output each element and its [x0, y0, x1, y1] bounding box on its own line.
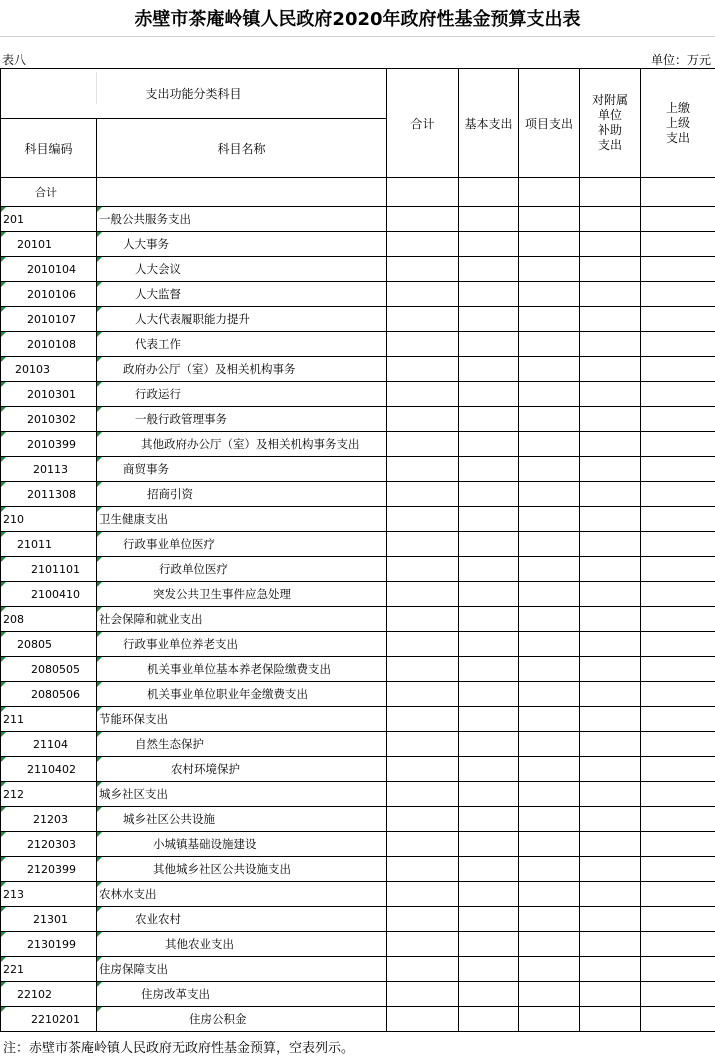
table-row [1, 357, 715, 382]
subject-name-cell: 社会保障和就业支出 [97, 607, 387, 632]
amount-cell [387, 582, 459, 607]
total-row [1, 178, 715, 207]
amount-cell [387, 782, 459, 807]
subject-name-cell: 代表工作 [97, 332, 387, 357]
amount-cell [580, 407, 641, 432]
amount-cell [519, 907, 580, 932]
subject-code-cell: 2120399 [1, 857, 97, 882]
table-cell [387, 178, 459, 207]
amount-cell [519, 207, 580, 232]
subject-code-cell: 201 [1, 207, 97, 232]
amount-cell [641, 832, 715, 857]
subject-code-cell: 2010106 [1, 282, 97, 307]
amount-cell [387, 682, 459, 707]
amount-cell [459, 1007, 519, 1032]
subject-code-cell: 210 [1, 507, 97, 532]
amount-cell [519, 582, 580, 607]
amount-cell [387, 257, 459, 282]
amount-cell [459, 607, 519, 632]
amount-cell [387, 757, 459, 782]
amount-cell [519, 432, 580, 457]
subject-name-cell: 小城镇基础设施建设 [97, 832, 387, 857]
subject-name-cell: 一般行政管理事务 [97, 407, 387, 432]
amount-cell [519, 357, 580, 382]
subject-name-cell: 农林水支出 [97, 882, 387, 907]
subject-name-cell: 其他政府办公厅（室）及相关机构事务支出 [97, 432, 387, 457]
amount-cell [580, 832, 641, 857]
amount-cell [459, 232, 519, 257]
table-row [1, 232, 715, 257]
subject-code-cell: 21203 [1, 807, 97, 832]
amount-cell [580, 282, 641, 307]
subject-code-cell: 2080505 [1, 657, 97, 682]
subject-name-cell: 住房改革支出 [97, 982, 387, 1007]
amount-cell [519, 757, 580, 782]
amount-cell [641, 382, 715, 407]
amount-cell [580, 932, 641, 957]
amount-cell [580, 782, 641, 807]
amount-cell [580, 207, 641, 232]
amount-cell [459, 757, 519, 782]
unit-label: 单位：万元 [650, 53, 711, 67]
subject-code-cell: 2210201 [1, 1007, 97, 1032]
subject-name-cell: 其他农业支出 [97, 932, 387, 957]
table-row [1, 957, 715, 982]
subject-code-cell: 2100410 [1, 582, 97, 607]
subsidy-header-line: 补助 [598, 123, 623, 137]
subject-code-cell: 221 [1, 957, 97, 982]
amount-cell [459, 582, 519, 607]
amount-cell [459, 957, 519, 982]
subject-code-cell: 21011 [1, 532, 97, 557]
subject-code-cell: 213 [1, 882, 97, 907]
subject-code-cell: 2010301 [1, 382, 97, 407]
amount-cell [459, 207, 519, 232]
amount-cell [641, 532, 715, 557]
amount-cell [519, 332, 580, 357]
amount-cell [519, 557, 580, 582]
amount-cell [387, 207, 459, 232]
subject-code-cell: 2110402 [1, 757, 97, 782]
subject-name-cell: 招商引资 [97, 482, 387, 507]
subsidy-header-line: 支出 [598, 138, 623, 152]
subject-code-cell: 2120303 [1, 832, 97, 857]
amount-cell [459, 507, 519, 532]
amount-cell [641, 1007, 715, 1032]
footnote: 注：赤壁市茶庵岭镇人民政府无政府性基金预算，空表列示。 [3, 1041, 355, 1056]
subject-code-cell: 21104 [1, 732, 97, 757]
amount-cell [641, 982, 715, 1007]
amount-cell [387, 657, 459, 682]
amount-cell [580, 507, 641, 532]
table-row [1, 607, 715, 632]
amount-cell [387, 457, 459, 482]
amount-cell [459, 782, 519, 807]
amount-cell [641, 357, 715, 382]
amount-cell [459, 832, 519, 857]
subject-code-cell: 2011308 [1, 482, 97, 507]
amount-cell [459, 682, 519, 707]
amount-cell [519, 707, 580, 732]
amount-cell [459, 807, 519, 832]
amount-cell [641, 432, 715, 457]
amount-cell [387, 857, 459, 882]
amount-cell [459, 432, 519, 457]
table-row [1, 407, 715, 432]
table-row [1, 682, 715, 707]
expenditure-table [0, 68, 715, 1032]
amount-cell [459, 482, 519, 507]
subject-code-cell: 20101 [1, 232, 97, 257]
subject-name-cell: 行政事业单位养老支出 [97, 632, 387, 657]
amount-cell [580, 432, 641, 457]
table-row [1, 757, 715, 782]
amount-cell [580, 682, 641, 707]
subject-code-cell: 2010104 [1, 257, 97, 282]
table-row [1, 857, 715, 882]
amount-cell [641, 857, 715, 882]
table-row [1, 457, 715, 482]
amount-cell [580, 707, 641, 732]
amount-cell [641, 407, 715, 432]
table-row [1, 982, 715, 1007]
table-row [1, 482, 715, 507]
amount-cell [641, 557, 715, 582]
amount-cell [580, 657, 641, 682]
amount-cell [580, 457, 641, 482]
amount-cell [641, 882, 715, 907]
amount-cell [580, 607, 641, 632]
amount-cell [387, 507, 459, 532]
amount-cell [387, 832, 459, 857]
table-row [1, 532, 715, 557]
table-row [1, 632, 715, 657]
amount-cell [459, 707, 519, 732]
amount-cell [387, 332, 459, 357]
subject-name-cell: 其他城乡社区公共设施支出 [97, 857, 387, 882]
amount-cell [519, 382, 580, 407]
amount-cell [387, 307, 459, 332]
table-row [1, 557, 715, 582]
code-header: 科目编码 [1, 119, 97, 178]
subject-name-cell: 城乡社区公共设施 [97, 807, 387, 832]
amount-cell [459, 332, 519, 357]
subject-code-cell: 211 [1, 707, 97, 732]
subject-name-cell: 行政事业单位医疗 [97, 532, 387, 557]
amount-cell [519, 1007, 580, 1032]
table-row [1, 207, 715, 232]
amount-cell [641, 732, 715, 757]
upper-header-line: 上级 [666, 115, 691, 130]
table-row [1, 832, 715, 857]
table-row [1, 807, 715, 832]
table-row [1, 257, 715, 282]
table-cell [519, 178, 580, 207]
subject-code-cell: 20113 [1, 457, 97, 482]
subject-name-cell: 人大会议 [97, 257, 387, 282]
table-row [1, 432, 715, 457]
subject-name-cell: 行政单位医疗 [97, 557, 387, 582]
amount-cell [641, 582, 715, 607]
amount-cell [459, 557, 519, 582]
amount-cell [580, 482, 641, 507]
amount-cell [387, 707, 459, 732]
amount-cell [387, 557, 459, 582]
amount-cell [519, 857, 580, 882]
amount-cell [519, 782, 580, 807]
amount-cell [580, 532, 641, 557]
amount-cell [459, 457, 519, 482]
amount-cell [387, 907, 459, 932]
amount-cell [641, 282, 715, 307]
amount-cell [580, 732, 641, 757]
subject-code-cell: 208 [1, 607, 97, 632]
amount-cell [641, 632, 715, 657]
table-row [1, 582, 715, 607]
total-header: 合计 [387, 69, 459, 178]
table-row [1, 782, 715, 807]
amount-cell [641, 507, 715, 532]
amount-cell [459, 282, 519, 307]
amount-cell [459, 732, 519, 757]
subsidy-header-line: 对附属 [592, 93, 629, 107]
amount-cell [580, 557, 641, 582]
table-cell [641, 178, 715, 207]
subject-name-cell: 行政运行 [97, 382, 387, 407]
amount-cell [519, 957, 580, 982]
amount-cell [519, 457, 580, 482]
amount-cell [641, 657, 715, 682]
subject-code-cell: 2130199 [1, 932, 97, 957]
subject-code-cell: 20103 [1, 357, 97, 382]
amount-cell [459, 532, 519, 557]
upper-header-line: 上缴 [666, 100, 691, 115]
amount-cell [459, 657, 519, 682]
sheet-title: 赤壁市茶庵岭镇人民政府2020年政府性基金预算支出表 [0, 0, 715, 37]
amount-cell [519, 932, 580, 957]
amount-cell [641, 757, 715, 782]
table-row [1, 507, 715, 532]
amount-cell [580, 982, 641, 1007]
amount-cell [387, 232, 459, 257]
subsidy-header-line: 单位 [598, 108, 623, 122]
subject-code-cell: 2010107 [1, 307, 97, 332]
table-cell [580, 178, 641, 207]
amount-cell [459, 257, 519, 282]
table-row [1, 1007, 715, 1032]
name-header: 科目名称 [97, 119, 387, 178]
table-row [1, 307, 715, 332]
subject-name-cell: 节能环保支出 [97, 707, 387, 732]
amount-cell [387, 882, 459, 907]
amount-cell [519, 507, 580, 532]
subject-name-cell: 人大监督 [97, 282, 387, 307]
amount-cell [519, 407, 580, 432]
amount-cell [459, 907, 519, 932]
amount-cell [459, 307, 519, 332]
amount-cell [387, 632, 459, 657]
table-row [1, 657, 715, 682]
amount-cell [641, 257, 715, 282]
subject-code-cell: 212 [1, 782, 97, 807]
subject-name-cell: 机关事业单位职业年金缴费支出 [97, 682, 387, 707]
total-row-label: 合计 [1, 178, 97, 207]
basic-expenditure-header: 基本支出 [459, 69, 519, 178]
amount-cell [459, 882, 519, 907]
amount-cell [641, 332, 715, 357]
amount-cell [641, 482, 715, 507]
amount-cell [580, 582, 641, 607]
upper-level-header [641, 69, 715, 178]
amount-cell [519, 232, 580, 257]
amount-cell [641, 307, 715, 332]
amount-cell [387, 1007, 459, 1032]
amount-cell [641, 932, 715, 957]
category-group-header: 支出功能分类科目 [1, 69, 387, 119]
amount-cell [387, 932, 459, 957]
subject-name-cell: 政府办公厅（室）及相关机构事务 [97, 357, 387, 382]
amount-cell [580, 807, 641, 832]
subject-name-cell: 农村环境保护 [97, 757, 387, 782]
subject-name-cell: 卫生健康支出 [97, 507, 387, 532]
amount-cell [580, 357, 641, 382]
subject-code-cell: 2010302 [1, 407, 97, 432]
amount-cell [387, 957, 459, 982]
amount-cell [459, 982, 519, 1007]
amount-cell [580, 632, 641, 657]
meta-row [0, 36, 715, 68]
amount-cell [580, 757, 641, 782]
table-row [1, 707, 715, 732]
amount-cell [580, 382, 641, 407]
amount-cell [580, 1007, 641, 1032]
amount-cell [580, 232, 641, 257]
subject-code-cell: 20805 [1, 632, 97, 657]
amount-cell [519, 607, 580, 632]
table-row [1, 282, 715, 307]
subject-name-cell: 人大事务 [97, 232, 387, 257]
amount-cell [459, 407, 519, 432]
amount-cell [387, 357, 459, 382]
subject-name-cell: 突发公共卫生事件应急处理 [97, 582, 387, 607]
subject-code-cell: 21301 [1, 907, 97, 932]
amount-cell [459, 357, 519, 382]
amount-cell [387, 407, 459, 432]
amount-cell [580, 332, 641, 357]
amount-cell [641, 807, 715, 832]
subject-name-cell: 住房保障支出 [97, 957, 387, 982]
amount-cell [519, 882, 580, 907]
amount-cell [641, 207, 715, 232]
amount-cell [641, 457, 715, 482]
subject-code-cell: 22102 [1, 982, 97, 1007]
amount-cell [519, 482, 580, 507]
subsidy-header [580, 69, 641, 178]
amount-cell [641, 907, 715, 932]
table-row [1, 332, 715, 357]
amount-cell [580, 307, 641, 332]
table-cell [459, 178, 519, 207]
amount-cell [641, 957, 715, 982]
subject-name-cell: 农业农村 [97, 907, 387, 932]
amount-cell [641, 782, 715, 807]
amount-cell [387, 982, 459, 1007]
amount-cell [641, 682, 715, 707]
amount-cell [580, 907, 641, 932]
table-cell [97, 178, 387, 207]
subject-name-cell: 一般公共服务支出 [97, 207, 387, 232]
amount-cell [459, 382, 519, 407]
upper-header-line: 支出 [666, 130, 691, 145]
amount-cell [519, 982, 580, 1007]
subject-name-cell: 城乡社区支出 [97, 782, 387, 807]
table-row [1, 382, 715, 407]
table-row [1, 932, 715, 957]
amount-cell [387, 732, 459, 757]
subject-code-cell: 2010399 [1, 432, 97, 457]
table-row [1, 882, 715, 907]
amount-cell [519, 632, 580, 657]
subject-name-cell: 机关事业单位基本养老保险缴费支出 [97, 657, 387, 682]
subject-code-cell: 2101101 [1, 557, 97, 582]
amount-cell [641, 607, 715, 632]
amount-cell [519, 532, 580, 557]
amount-cell [519, 807, 580, 832]
amount-cell [641, 232, 715, 257]
amount-cell [580, 957, 641, 982]
amount-cell [459, 632, 519, 657]
amount-cell [519, 832, 580, 857]
table-number: 表八 [2, 53, 27, 67]
amount-cell [580, 857, 641, 882]
amount-cell [519, 657, 580, 682]
amount-cell [387, 607, 459, 632]
subject-name-cell: 人大代表履职能力提升 [97, 307, 387, 332]
amount-cell [519, 282, 580, 307]
amount-cell [459, 857, 519, 882]
amount-cell [519, 682, 580, 707]
subject-name-cell: 自然生态保护 [97, 732, 387, 757]
amount-cell [387, 282, 459, 307]
amount-cell [387, 482, 459, 507]
project-expenditure-header: 项目支出 [519, 69, 580, 178]
table-row [1, 907, 715, 932]
amount-cell [519, 257, 580, 282]
amount-cell [519, 307, 580, 332]
subject-code-cell: 2080506 [1, 682, 97, 707]
amount-cell [519, 732, 580, 757]
amount-cell [459, 932, 519, 957]
amount-cell [387, 382, 459, 407]
amount-cell [580, 257, 641, 282]
amount-cell [641, 707, 715, 732]
amount-cell [387, 532, 459, 557]
table-row [1, 732, 715, 757]
amount-cell [387, 807, 459, 832]
subject-name-cell: 商贸事务 [97, 457, 387, 482]
amount-cell [580, 882, 641, 907]
amount-cell [387, 432, 459, 457]
subject-code-cell: 2010108 [1, 332, 97, 357]
subject-name-cell: 住房公积金 [97, 1007, 387, 1032]
